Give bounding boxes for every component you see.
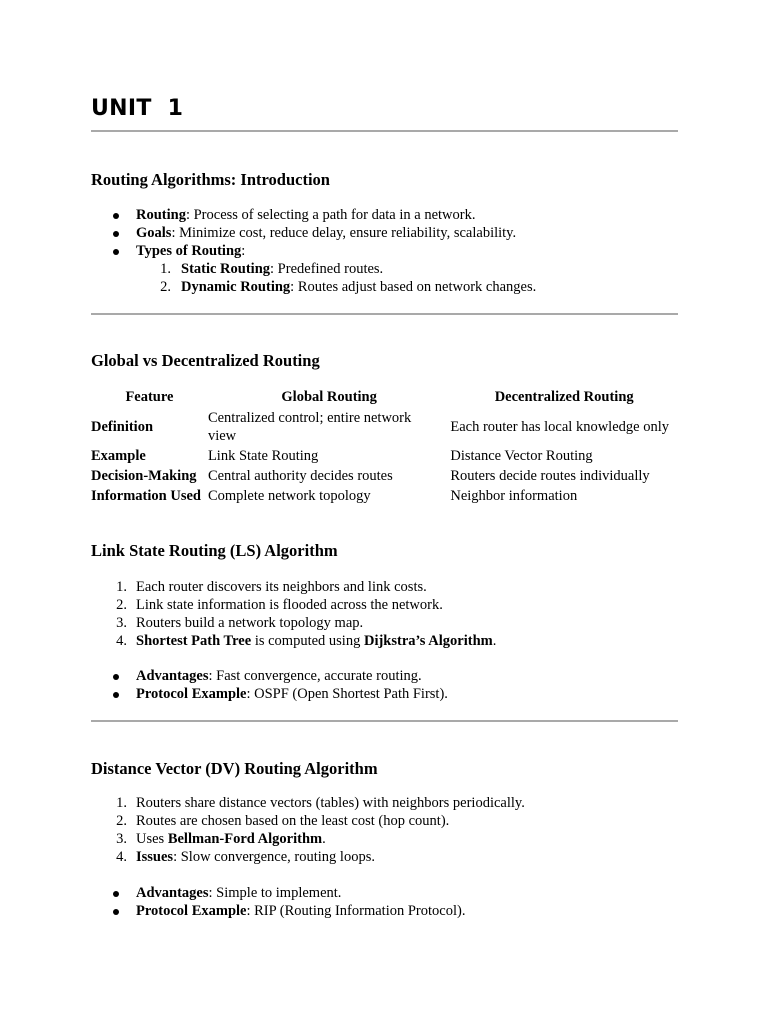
table-cell: Neighbor information bbox=[450, 488, 578, 504]
sub-list-item: 2. Dynamic Routing: Routes adjust based on network changes. bbox=[160, 279, 537, 295]
list-item: Types of Routing: bbox=[91, 242, 536, 260]
bullet-icon bbox=[113, 891, 119, 897]
table-row bbox=[91, 486, 678, 506]
distance-vector-bullets bbox=[91, 884, 465, 920]
bullet-icon bbox=[113, 213, 119, 219]
list-item: 3. Routers build a network topology map. bbox=[116, 615, 364, 631]
table-cell: Central authority decides routes bbox=[207, 468, 393, 484]
table-cell: Complete network topology bbox=[207, 488, 371, 504]
table-cell: Centralized control; entire network view bbox=[207, 410, 412, 444]
table-cell: Routers decide routes individually bbox=[450, 468, 650, 484]
list-item: 3. Uses Bellman-Ford Algorithm. bbox=[116, 831, 326, 847]
distance-vector-steps bbox=[91, 794, 525, 866]
list-item: Goals: Minimize cost, reduce delay, ensure reliability, scalability. bbox=[91, 224, 536, 242]
list-item: Protocol Example: OSPF (Open Shortest Path First). bbox=[91, 685, 448, 703]
bullet-icon bbox=[113, 249, 119, 255]
table-cell: Information Used bbox=[91, 488, 201, 504]
table-cell: Link State Routing bbox=[207, 448, 319, 464]
unit-title: UNIT 1 bbox=[91, 96, 184, 121]
section-heading-global-vs-decentralized: Global vs Decentralized Routing bbox=[91, 351, 320, 370]
table-cell: Definition bbox=[91, 419, 154, 435]
list-item: Advantages: Fast convergence, accurate routing. bbox=[91, 667, 448, 685]
list-item: 2. Routes are chosen based on the least cost (hop count). bbox=[116, 813, 450, 829]
list-item: Protocol Example: RIP (Routing Information Protocol). bbox=[91, 902, 465, 920]
table-cell: Distance Vector Routing bbox=[450, 448, 593, 464]
column-header: Global Routing bbox=[281, 389, 377, 405]
table-cell: Decision-Making bbox=[91, 468, 197, 484]
link-state-steps bbox=[91, 578, 496, 650]
list-item: 1. Each router discovers its neighbors and link costs. bbox=[116, 579, 427, 595]
column-header: Feature bbox=[125, 389, 174, 405]
bullet-icon bbox=[113, 674, 119, 680]
table-cell: Example bbox=[91, 448, 146, 464]
link-state-bullets bbox=[91, 667, 448, 703]
bullet-icon bbox=[113, 692, 119, 698]
section-heading-distance-vector: Distance Vector (DV) Routing Algorithm bbox=[91, 759, 378, 778]
table-row bbox=[91, 446, 678, 466]
table-row bbox=[91, 408, 678, 446]
list-item: 2. Link state information is flooded across the network. bbox=[116, 597, 443, 613]
divider bbox=[91, 313, 678, 315]
table-cell: Each router has local knowledge only bbox=[450, 419, 669, 435]
table-row bbox=[91, 466, 678, 486]
comparison-table bbox=[91, 386, 678, 506]
bullet-icon bbox=[113, 909, 119, 915]
section-heading-intro: Routing Algorithms: Introduction bbox=[91, 170, 330, 189]
divider bbox=[91, 720, 678, 722]
column-header: Decentralized Routing bbox=[494, 389, 634, 405]
list-item: Advantages: Simple to implement. bbox=[91, 884, 465, 902]
intro-list bbox=[91, 206, 536, 296]
list-item: 1. Routers share distance vectors (tables) with neighbors periodically. bbox=[116, 795, 525, 811]
list-item: Routing: Process of selecting a path for data in a network. bbox=[91, 206, 536, 224]
bullet-icon bbox=[113, 231, 119, 237]
table-header-row bbox=[91, 386, 678, 408]
list-item: 4. Issues: Slow convergence, routing loops. bbox=[116, 849, 375, 865]
section-heading-link-state: Link State Routing (LS) Algorithm bbox=[91, 541, 338, 560]
divider bbox=[91, 130, 678, 132]
list-item: 4. Shortest Path Tree is computed using Dijkstra’s Algorithm. bbox=[116, 633, 497, 649]
sub-list-item: 1. Static Routing: Predefined routes. bbox=[160, 261, 384, 277]
